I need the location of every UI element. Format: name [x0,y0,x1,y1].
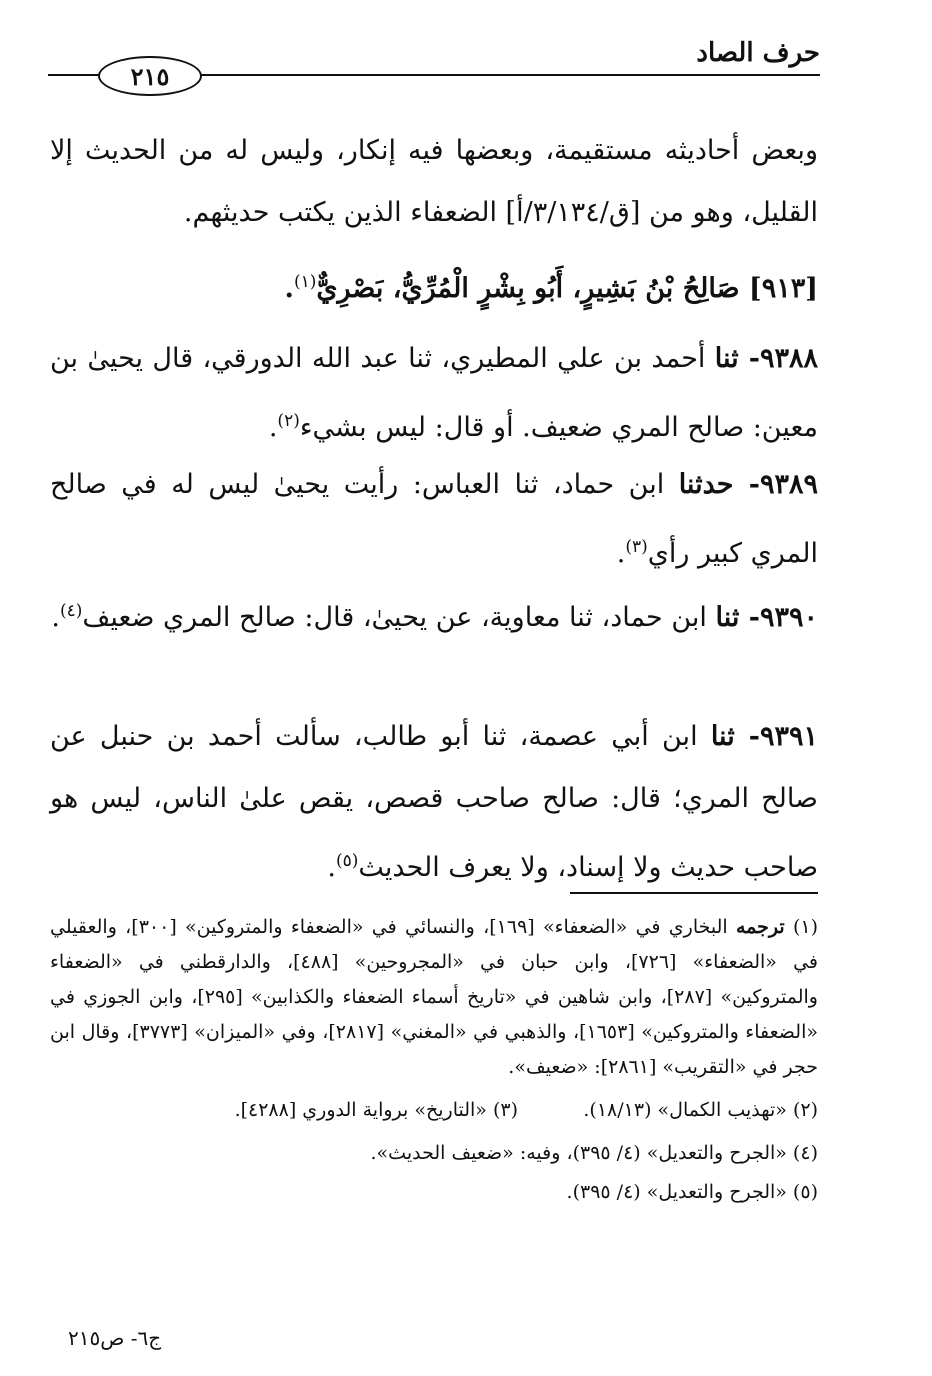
page-number-badge [98,56,202,96]
period: . [284,273,294,304]
period: . [51,602,60,633]
footnote-ref: (١) [293,272,317,292]
footnote-row-2-3 [50,1093,818,1128]
footnote-1 [50,910,818,1085]
footnote-ref: (٤) [60,601,83,621]
page-number: ٢١٥ [130,61,170,91]
footnote-text: البخاري في «الضعفاء» [١٦٩]، والنسائي في «الضعفاء والمتروكين» [٣٠٠]، والعقيلي في «الضعفاء» [٧٢٦]، وابن حبان في «المجروحين» [٤٨٨]، والدارقطني في «الضعفاء والمتروكين» [٢٨٧]، وابن شاهين في «تاريخ أسماء الضعفاء والكذابين» [٢٩٥]، وابن الجوزي في «الضعفاء والمتروكين» [١٦٥٣]، والذهبي في «المغني» [٢٨١٧]، وفي «الميزان» [٣٧٧٣]، وقال ابن حجر في «التقريب» [٢٨٦١]: «ضعيف». [50,916,818,1078]
entry-heading [50,272,818,304]
hadith-9388 [50,328,818,459]
footnote-4: (٤) «الجرح والتعديل» (٤/ ٣٩٥)، وفيه: «ضعيف الحديث». [370,1142,818,1164]
footnotes [50,910,818,1210]
hadith-9389 [50,454,818,585]
hadith-text: ابن حماد، ثنا معاوية، عن يحيىٰ، قال: صالح المري ضعيف [82,602,716,633]
intro-paragraph [50,120,818,244]
intro-text: وبعض أحاديثه مستقيمة، وبعضها فيه إنكار، وليس له من الحديث إلا القليل، وهو من [ق/٣/١٣٤/أ] الضعفاء الذين يكتب حديثهم. [50,135,818,228]
chapter-title: حرف الصاد [696,38,820,68]
hadith-number: ٩٣٨٩- حدثنا [678,469,818,500]
volume-page-reference: ج٦- ص٢١٥ [68,1326,162,1350]
entry-heading-text: [٩١٣] صَالِحُ بْنُ بَشِيرٍ، أَبُو بِشْرٍ الْمُرِّيُّ، بَصْرِيٌّ [316,273,818,304]
footnote-ref: (٥) [335,851,359,871]
footnote-separator [570,892,818,894]
period: . [327,852,336,883]
footnote-ref: (٢) [277,411,300,431]
hadith-number: ٩٣٩٠- ثنا [715,602,818,633]
hadith-9391 [50,706,818,899]
period: . [616,538,626,569]
hadith-number: ٩٣٩١- ثنا [710,721,818,752]
footnote-keyword: ترجمه [735,916,785,938]
footnote-label: (١) [784,916,819,938]
hadith-text: ابن أبي عصمة، ثنا أبو طالب، سألت أحمد بن حنبل عن صالح المري؛ قال: صالح صاحب قصص، يقص علىٰ الناس، ليس هو صاحب حديث ولا إسناد، ولا يعرف الحديث [50,721,818,883]
footnote-ref: (٣) [625,537,648,557]
hadith-9390 [50,580,818,649]
period: . [268,412,278,443]
hadith-text: أحمد بن علي المطيري، ثنا عبد الله الدورقي، قال يحيىٰ بن معين: صالح المري ضعيف. أو قال: ليس بشيء [50,343,818,443]
footnote-3: (٣) «التاريخ» برواية الدوري [٤٢٨٨]. [234,1099,518,1121]
footnote-5: (٥) «الجرح والتعديل» (٤/ ٣٩٥). [566,1181,818,1203]
footnote-2: (٢) «تهذيب الكمال» (١٨/١٣). [583,1099,818,1121]
hadith-number: ٩٣٨٨- ثنا [714,343,819,374]
hadith-text: ابن حماد، ثنا العباس: رأيت يحيىٰ ليس له في صالح المري كبير رأي [50,469,818,569]
